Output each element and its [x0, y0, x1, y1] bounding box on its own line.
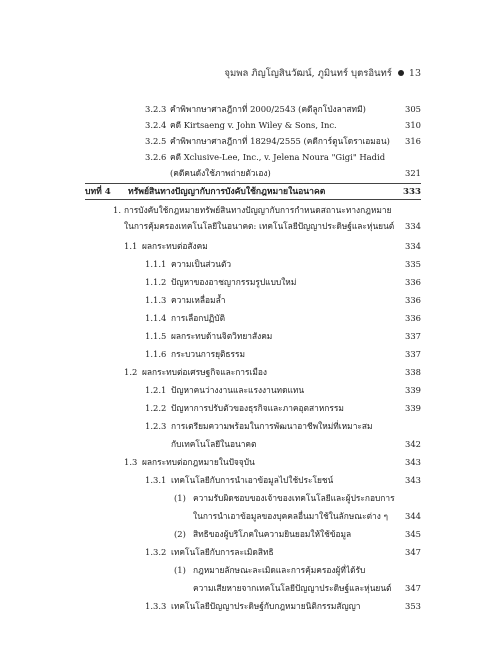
- toc-entry: [0, 367, 479, 379]
- toc-entry-page: 338: [405, 367, 421, 377]
- toc-entry-page: 310: [405, 120, 421, 130]
- toc-entry: [0, 601, 479, 613]
- toc-entry: [0, 493, 479, 505]
- toc-entry-number: 1.1.4: [145, 313, 167, 323]
- toc-entry-number: 1.1: [124, 241, 138, 251]
- toc-entry: [0, 331, 479, 343]
- toc-entry-number: 1.2.1: [145, 385, 167, 395]
- chapter-page: 333: [403, 187, 421, 197]
- toc-entry: [0, 241, 479, 253]
- divider-line: [85, 199, 421, 200]
- toc-entry-title: กระบวนการยุติธรรม: [171, 349, 246, 359]
- toc-entry-title: เทคโนโลยีปัญญาประดิษฐ์กับกฎหมายนิติกรรมสัญญา: [171, 601, 361, 611]
- toc-entry-page: 334: [405, 241, 421, 251]
- divider-line: [85, 183, 421, 184]
- toc-entry-page: 339: [405, 385, 421, 395]
- toc-entry-page: 339: [405, 403, 421, 413]
- toc-entry-continued: [0, 221, 479, 233]
- toc-entry-page: 305: [405, 104, 421, 114]
- toc-entry-title: คำพิพากษาศาลฎีกาที่ 18294/2555 (คดีการ์ตูนโดราเอมอน): [170, 136, 390, 146]
- toc-entry-page: 345: [405, 529, 421, 539]
- toc-entry-number: 1.1.1: [145, 259, 167, 269]
- toc-entry-page: 343: [405, 457, 421, 467]
- toc-entry-title: เทคโนโลยีกับการละเมิดสิทธิ: [171, 547, 274, 557]
- header-page-number: 13: [408, 68, 421, 79]
- toc-entry-number: 1.3.3: [145, 601, 167, 611]
- toc-entry-page: 347: [405, 547, 421, 557]
- toc-entry-page: 342: [405, 439, 421, 449]
- toc-entry-title: การเลือกปฏิบัติ: [171, 313, 226, 323]
- toc-entry-page: 344: [405, 511, 421, 521]
- toc-entry-title: คดี Xclusive-Lee, Inc., v. Jelena Noura "Gigi" Hadid: [170, 152, 386, 162]
- toc-entry: [0, 259, 479, 271]
- toc-entry-number: 1.1.5: [145, 331, 167, 341]
- toc-entry-number: 1.2.3: [145, 421, 167, 431]
- toc-entry: [0, 120, 479, 132]
- toc-entry-page: 336: [405, 295, 421, 305]
- toc-entry-number: 1.2.2: [145, 403, 167, 413]
- toc-entry-continued: [0, 168, 479, 180]
- toc-entry-title: กับเทคโนโลยีในอนาคต: [171, 439, 257, 449]
- chapter-number: บทที่ 4: [85, 187, 111, 197]
- toc-entry-title: เทคโนโลยีกับการนำเอาข้อมูลไปใช้ประโยชน์: [171, 475, 334, 485]
- toc-entry-page: 337: [405, 331, 421, 341]
- toc-entry-number: 3.2.3: [145, 104, 167, 114]
- toc-entry-number: (1): [174, 565, 186, 575]
- toc-entry-number: 3.2.4: [145, 120, 167, 130]
- toc-entry-title: ปัญหาคนว่างงานและแรงงานทดแทน: [171, 385, 305, 395]
- running-header: [224, 66, 421, 81]
- toc-entry-page: 353: [405, 601, 421, 611]
- toc-entry-title: คำพิพากษาศาลฎีกาที่ 2000/2543 (คดีลูกโป่งลาสทมี): [170, 104, 366, 114]
- toc-entry-title: คดี Kirtsaeng v. John Wiley & Sons, Inc.: [170, 120, 337, 130]
- toc-entry-title: สิทธิของผู้บริโภคในความยินยอมให้ใช้ข้อมูล: [193, 529, 352, 539]
- toc-entry: [0, 385, 479, 397]
- toc-entry-title: ผลกระทบด้านจิตวิทยาสังคม: [171, 331, 273, 341]
- toc-entry: [0, 421, 479, 433]
- toc-entry-page: 343: [405, 475, 421, 485]
- toc-entry-continued: [0, 583, 479, 595]
- bullet-icon: [398, 70, 404, 76]
- toc-entry-number: 1.: [113, 205, 121, 215]
- toc-entry-page: 347: [405, 583, 421, 593]
- toc-entry-title: การเตรียมความพร้อมในการพัฒนาอาชีพใหม่ที่เหมาะสม: [171, 421, 373, 431]
- toc-entry-page: 316: [405, 136, 421, 146]
- toc-entry: [0, 136, 479, 148]
- toc-entry-page: 337: [405, 349, 421, 359]
- toc-entry-title: (คดีคนดังใช้ภาพถ่ายตัวเอง): [170, 168, 271, 178]
- chapter-title: ทรัพย์สินทางปัญญากับการบังคับใช้กฎหมายในอนาคต: [128, 187, 326, 197]
- toc-entry-title: ปัญหาการปรับตัวของธุรกิจและภาคอุตสาหกรรม: [171, 403, 344, 413]
- toc-entry: [0, 457, 479, 469]
- toc-entry-continued: [0, 439, 479, 451]
- toc-entry-title: ผลกระทบต่อกฎหมายในปัจจุบัน: [142, 457, 255, 467]
- toc-entry-title: ผลกระทบต่อเศรษฐกิจและการเมือง: [142, 367, 268, 377]
- toc-entry-title: ในการนำเอาข้อมูลของบุคคลอื่นมาใช้ในลักษณะต่าง ๆ: [193, 511, 388, 521]
- toc-entry-page: 336: [405, 277, 421, 287]
- toc-entry-number: 1.3: [124, 457, 138, 467]
- toc-entry: [0, 277, 479, 289]
- toc-entry-page: 321: [405, 168, 421, 178]
- toc-entry-number: 1.2: [124, 367, 138, 377]
- toc-entry: [0, 205, 479, 217]
- toc-entry: [0, 565, 479, 577]
- toc-entry-page: 336: [405, 313, 421, 323]
- toc-entry-page: 334: [405, 221, 421, 231]
- toc-entry: [0, 313, 479, 325]
- toc-entry-number: 3.2.6: [145, 152, 167, 162]
- toc-entry-title: ปัญหาของอาชญากรรมรูปแบบใหม่: [171, 277, 297, 287]
- toc-entry-title: กฎหมายลักษณะละเมิดและการคุ้มครองผู้ที่ได้รับ: [193, 565, 366, 575]
- toc-entry-page: 335: [405, 259, 421, 269]
- toc-entry: [0, 295, 479, 307]
- toc-chapter-heading: [0, 187, 479, 199]
- toc-entry-title: ความเป็นส่วนตัว: [171, 259, 232, 269]
- toc-entry: [0, 152, 479, 164]
- toc-entry-title: ความเสียหายจากเทคโนโลยีปัญญาประดิษฐ์และหุ่นยนต์: [193, 583, 392, 593]
- toc-entry-number: (1): [174, 493, 186, 503]
- toc-entry-number: 1.1.2: [145, 277, 167, 287]
- toc-entry-number: 3.2.5: [145, 136, 167, 146]
- toc-entry-title: ผลกระทบต่อสังคม: [142, 241, 208, 251]
- toc-entry-number: 1.3.2: [145, 547, 167, 557]
- toc-entry: [0, 475, 479, 487]
- toc-entry-title: ความเหลื่อมล้ำ: [171, 295, 226, 305]
- toc-entry: [0, 529, 479, 541]
- toc-entry: [0, 403, 479, 415]
- toc-entry-continued: [0, 511, 479, 523]
- toc-entry: [0, 547, 479, 559]
- toc-entry-title: การบังคับใช้กฎหมายทรัพย์สินทางปัญญากับการกำหนดสถานะทางกฎหมาย: [124, 205, 392, 215]
- toc-entry: [0, 349, 479, 361]
- toc-entry-number: 1.3.1: [145, 475, 167, 485]
- toc-entry: [0, 104, 479, 116]
- toc-entry-number: (2): [174, 529, 186, 539]
- toc-entry-number: 1.1.6: [145, 349, 167, 359]
- toc-entry-number: 1.1.3: [145, 295, 167, 305]
- header-authors: จุมพล ภิญโญสินวัฒน์, ภูมินทร์ บุตรอินทร์: [224, 68, 392, 79]
- toc-entry-title: ความรับผิดชอบของเจ้าของเทคโนโลยีและผู้ประกอบการ: [193, 493, 395, 503]
- toc-entry-title: ในการคุ้มครองเทคโนโลยีในอนาคต: เทคโนโลยีปัญญาประดิษฐ์และหุ่นยนต์: [124, 221, 395, 231]
